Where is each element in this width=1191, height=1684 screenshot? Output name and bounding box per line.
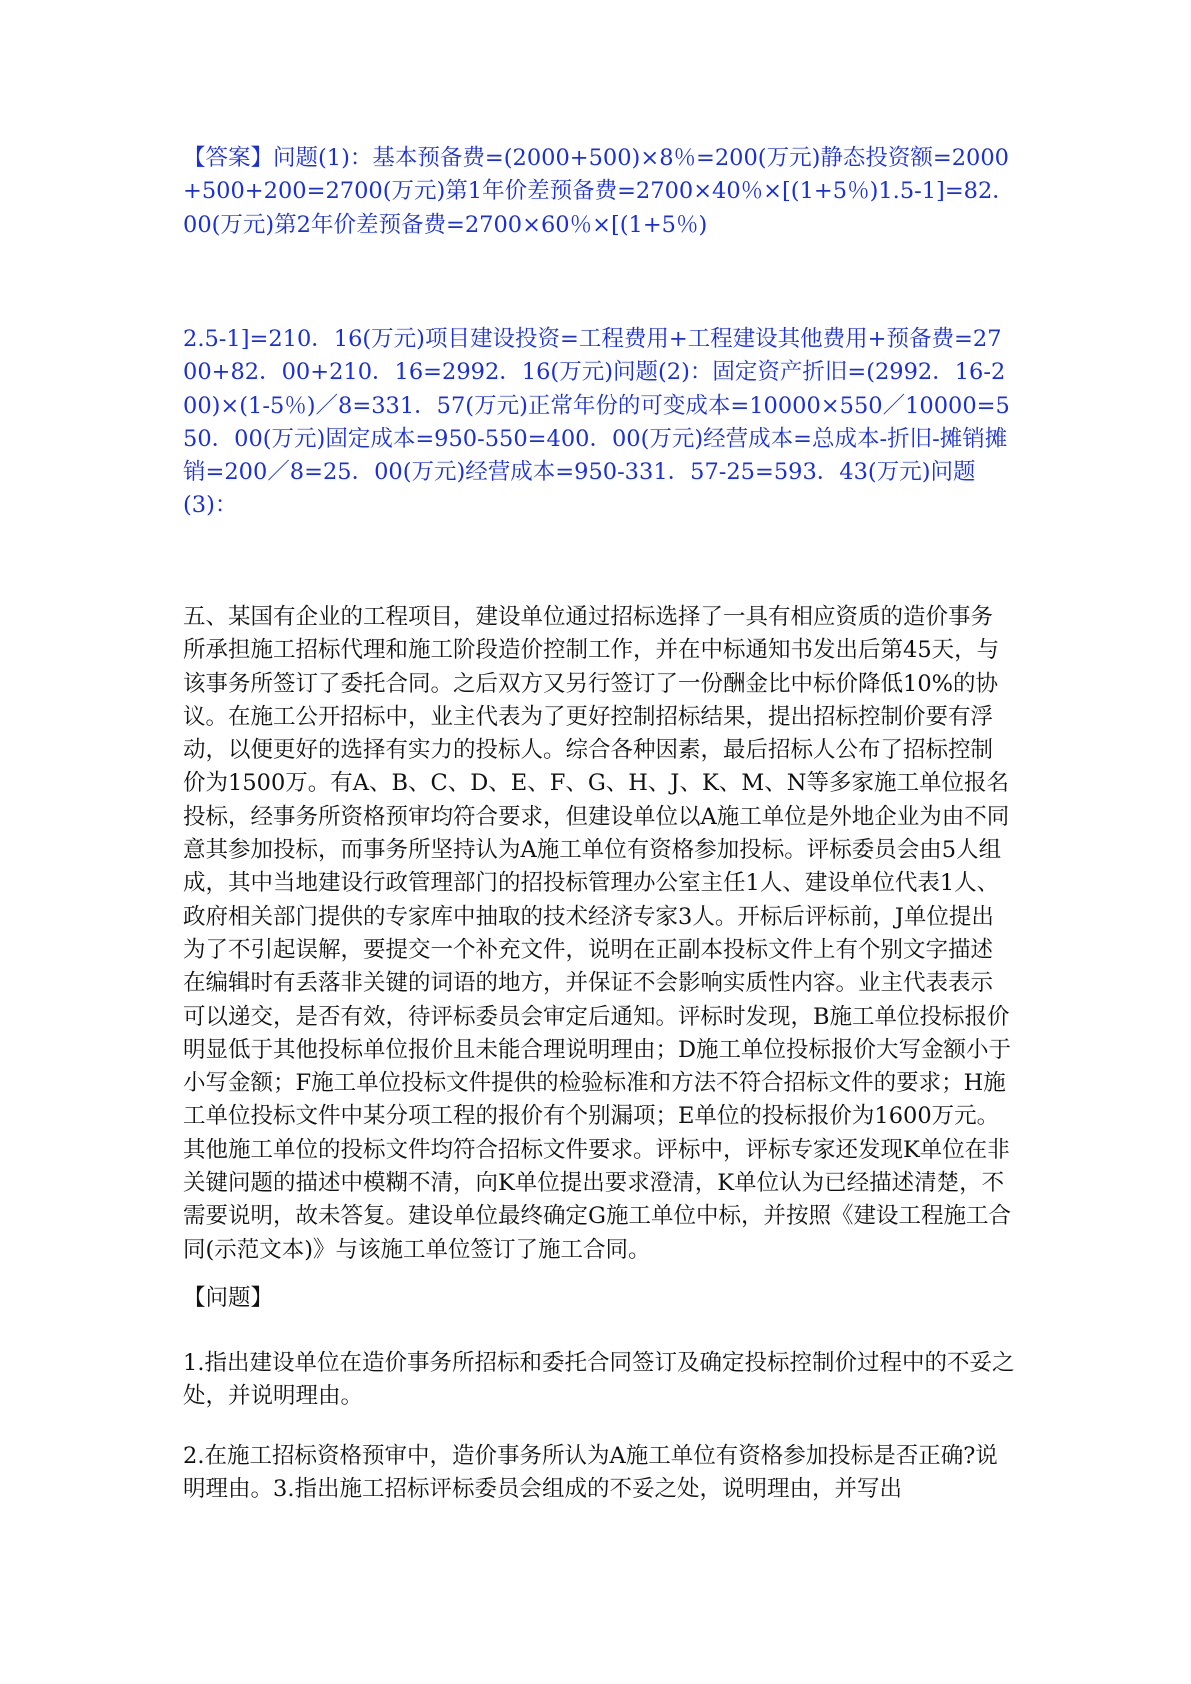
question-item-2: 2.在施工招标资格预审中，造价事务所认为A施工单位有资格参加投标是否正确?说明理由。3.指出施工招标评标委员会组成的不妥之处，说明理由，并写出 xyxy=(183,1443,998,1503)
question-item-1: 1.指出建设单位在造价事务所招标和委托合同签订及确定投标控制价过程中的不妥之处，并说明理由。 xyxy=(183,1350,1015,1410)
answer-paragraph-2: 2.5-1]=210．16(万元)项目建设投资=工程费用+工程建设其他费用+预备费=2700+82．00+210．16=2992．16(万元)问题(2)：固定资产折旧=(2992．16-200)×(1-5％)／8=331．57(万元)正常年份的可变成本=10000×550／10000=550．00(万元)固定成本=950-550=400．00(万元)经营成本=总成本-折旧-摊销摊销=200／8=25．00(万元)经营成本=950-331．57-25=593．43(万元)问题(3)： xyxy=(183,326,1010,519)
question-case-paragraph: 五、某国有企业的工程项目，建设单位通过招标选择了一具有相应资质的造价事务所承担施工招标代理和施工阶段造价控制工作，并在中标通知书发出后第45天，与该事务所签订了委托合同。之后双方又另行签订了一份酬金比中标价降低10%的协议。在施工公开招标中，业主代表为了更好控制招标结果，提出招标控制价要有浮动，以便更好的选择有实力的投标人。综合各种因素，最后招标人公布了招标控制价为1500万。有A、B、C、D、E、F、G、H、J、K、M、N等多家施工单位报名投标，经事务所资格预审均符合要求，但建设单位以A施工单位是外地企业为由不同意其参加投标，而事务所坚持认为A施工单位有资格参加投标。评标委员会由5人组成，其中当地建设行政管理部门的招投标管理办公室主任1人、建设单位代表1人、政府相关部门提供的专家库中抽取的技术经济专家3人。开标后评标前，J单位提出为了不引起误解，要提交一个补充文件，说明在正副本投标文件上有个别文字描述在编辑时有丢落非关键的词语的地方，并保证不会影响实质性内容。业主代表表示可以递交，是否有效，待评标委员会审定后通知。评标时发现，B施工单位投标报价明显低于其他投标单位报价且未能合理说明理由；D施工单位投标报价大写金额小于小写金额；F施工单位投标文件提供的检验标准和方法不符合招标文件的要求；H施工单位投标文件中某分项工程的报价有个别漏项；E单位的投标报价为1600万元。其他施工单位的投标文件均符合招标文件要求。评标中，评标专家还发现K单位在非关键问题的描述中模糊不清，向K单位提出要求澄清，K单位认为已经描述清楚，不需要说明，故未答复。建设单位最终确定G施工单位中标，并按照《建设工程施工合同(示范文本)》与该施工单位签订了施工合同。 xyxy=(183,604,1012,1263)
question-heading: 【问题】 xyxy=(183,1285,274,1311)
answer-paragraph-1: 【答案】问题(1)：基本预备费=(2000+500)×8％=200(万元)静态投资额=2000+500+200=2700(万元)第1年价差预备费=2700×40％×[(1+5％)1.5-1]=82．00(万元)第2年价差预备费=2700×60％×[(1+5％) xyxy=(183,145,1015,238)
